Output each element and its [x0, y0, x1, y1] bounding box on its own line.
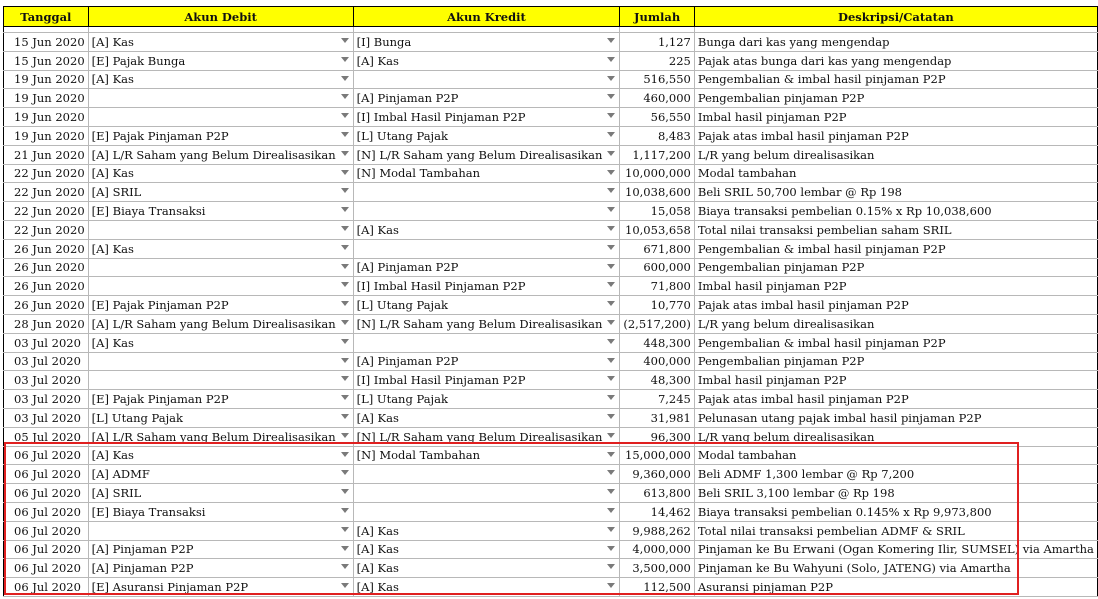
debit-account-select[interactable]: [88, 371, 353, 390]
amount-cell[interactable]: 613,800: [620, 484, 695, 503]
header-description[interactable]: Deskripsi/Catatan: [694, 7, 1097, 27]
amount-cell[interactable]: 10,038,600: [620, 183, 695, 202]
description-cell[interactable]: Biaya transaksi pembelian 0.145% x Rp 9,973,800: [694, 502, 1097, 521]
dropdown-arrow-icon[interactable]: [607, 188, 615, 193]
date-cell[interactable]: 15 Jun 2020: [4, 33, 89, 52]
debit-account-value: [A] Pinjaman P2P: [91, 542, 194, 557]
credit-account-value: [I] Bunga: [356, 34, 412, 49]
description-cell[interactable]: Beli SRIL 3,100 lembar @ Rp 198: [694, 484, 1097, 503]
header-debit[interactable]: Akun Debit: [88, 7, 353, 27]
dropdown-arrow-icon[interactable]: [607, 489, 615, 494]
debit-account-value: [A] L/R Saham yang Belum Direalisasikan: [91, 147, 336, 162]
table-row: [4, 108, 1098, 127]
date-cell[interactable]: 03 Jul 2020: [4, 408, 89, 427]
description-cell[interactable]: Total nilai transaksi pembelian saham SRIL: [694, 220, 1097, 239]
dropdown-arrow-icon[interactable]: [341, 38, 349, 43]
debit-account-select[interactable]: [88, 314, 353, 333]
dropdown-arrow-icon[interactable]: [607, 339, 615, 344]
description-cell[interactable]: Modal tambahan: [694, 164, 1097, 183]
date-cell[interactable]: 06 Jul 2020: [4, 502, 89, 521]
debit-account-value: [A] SRIL: [91, 185, 142, 200]
dropdown-arrow-icon[interactable]: [607, 508, 615, 513]
table-row: [4, 333, 1098, 352]
description-cell[interactable]: Bunga dari kas yang mengendap: [694, 33, 1097, 52]
table-row: [4, 239, 1098, 258]
credit-account-select[interactable]: [353, 51, 620, 70]
debit-account-value: [A] Kas: [91, 335, 134, 350]
debit-account-value: [E] Asuransi Pinjaman P2P: [91, 580, 249, 594]
date-cell[interactable]: 22 Jun 2020: [4, 202, 89, 221]
debit-account-value: [E] Pajak Pinjaman P2P: [91, 392, 229, 407]
dropdown-arrow-icon[interactable]: [341, 546, 349, 551]
table-row: [4, 484, 1098, 503]
description-cell[interactable]: Pajak atas bunga dari kas yang mengendap: [694, 51, 1097, 70]
dropdown-arrow-icon[interactable]: [607, 38, 615, 43]
date-cell[interactable]: 06 Jul 2020: [4, 521, 89, 540]
description-cell[interactable]: Pengembalian pinjaman P2P: [694, 352, 1097, 371]
date-cell[interactable]: 03 Jul 2020: [4, 352, 89, 371]
debit-account-value: [A] Kas: [91, 448, 134, 463]
date-cell[interactable]: 05 Jul 2020: [4, 427, 89, 446]
dropdown-arrow-icon[interactable]: [607, 94, 615, 99]
description-cell[interactable]: Biaya transaksi pembelian 0.15% x Rp 10,038,600: [694, 202, 1097, 221]
amount-cell[interactable]: 71,800: [620, 277, 695, 296]
credit-account-select[interactable]: [353, 164, 620, 183]
debit-account-select[interactable]: [88, 352, 353, 371]
debit-account-select[interactable]: [88, 333, 353, 352]
dropdown-arrow-icon[interactable]: [341, 564, 349, 569]
amount-cell[interactable]: 3,500,000: [620, 559, 695, 578]
credit-account-value: [A] Pinjaman P2P: [356, 91, 459, 106]
dropdown-arrow-icon[interactable]: [341, 414, 349, 419]
debit-account-value: [E] Pajak Bunga: [91, 53, 186, 68]
amount-cell[interactable]: 4,000,000: [620, 540, 695, 559]
amount-cell[interactable]: 8,483: [620, 126, 695, 145]
debit-account-value: [A] Kas: [91, 72, 134, 87]
debit-account-select[interactable]: [88, 540, 353, 559]
debit-account-select[interactable]: [88, 258, 353, 277]
amount-cell[interactable]: (2,517,200): [620, 314, 695, 333]
description-cell[interactable]: Pengembalian & imbal hasil pinjaman P2P: [694, 333, 1097, 352]
amount-cell[interactable]: 56,550: [620, 108, 695, 127]
description-cell[interactable]: Imbal hasil pinjaman P2P: [694, 277, 1097, 296]
credit-account-value: [A] Kas: [356, 222, 399, 237]
credit-account-select[interactable]: [353, 540, 620, 559]
amount-cell[interactable]: 48,300: [620, 371, 695, 390]
date-cell[interactable]: 19 Jun 2020: [4, 70, 89, 89]
table-row: [4, 521, 1098, 540]
date-cell[interactable]: 19 Jun 2020: [4, 89, 89, 108]
dropdown-arrow-icon[interactable]: [341, 226, 349, 231]
dropdown-arrow-icon[interactable]: [607, 376, 615, 381]
credit-account-value: [A] Pinjaman P2P: [356, 260, 459, 275]
debit-account-value: [A] Kas: [91, 241, 134, 256]
debit-account-value: [A] L/R Saham yang Belum Direalisasikan: [91, 316, 336, 331]
date-cell[interactable]: 26 Jun 2020: [4, 277, 89, 296]
debit-account-value: [A] Kas: [91, 34, 134, 49]
table-row: [4, 578, 1098, 597]
table-row: [4, 145, 1098, 164]
debit-account-value: [A] Kas: [91, 166, 134, 181]
description-cell[interactable]: Total nilai transaksi pembelian ADMF & SRIL: [694, 521, 1097, 540]
credit-account-value: [L] Utang Pajak: [356, 128, 448, 143]
description-cell[interactable]: Pajak atas imbal hasil pinjaman P2P: [694, 390, 1097, 409]
header-row: [4, 7, 1098, 27]
dropdown-arrow-icon[interactable]: [341, 113, 349, 118]
dropdown-arrow-icon[interactable]: [607, 57, 615, 62]
dropdown-arrow-icon[interactable]: [607, 433, 615, 438]
debit-account-value: [A] L/R Saham yang Belum Direalisasikan: [91, 429, 336, 444]
amount-cell[interactable]: 671,800: [620, 239, 695, 258]
table-row: [4, 390, 1098, 409]
debit-account-select[interactable]: [88, 521, 353, 540]
date-cell[interactable]: 22 Jun 2020: [4, 220, 89, 239]
dropdown-arrow-icon[interactable]: [607, 132, 615, 137]
debit-account-value: [E] Biaya Transaksi: [91, 504, 206, 519]
dropdown-arrow-icon[interactable]: [607, 414, 615, 419]
credit-account-select[interactable]: [353, 126, 620, 145]
date-cell[interactable]: 19 Jun 2020: [4, 126, 89, 145]
debit-account-select[interactable]: [88, 277, 353, 296]
date-cell[interactable]: 26 Jun 2020: [4, 296, 89, 315]
debit-account-value: [E] Pajak Pinjaman P2P: [91, 128, 229, 143]
description-cell[interactable]: Pajak atas imbal hasil pinjaman P2P: [694, 126, 1097, 145]
amount-cell[interactable]: 10,000,000: [620, 164, 695, 183]
date-cell[interactable]: 22 Jun 2020: [4, 183, 89, 202]
dropdown-arrow-icon[interactable]: [341, 583, 349, 588]
credit-account-select[interactable]: [353, 427, 620, 446]
table-row: [4, 427, 1098, 446]
dropdown-arrow-icon[interactable]: [607, 470, 615, 475]
description-cell[interactable]: Modal tambahan: [694, 446, 1097, 465]
credit-account-select[interactable]: [353, 183, 620, 202]
debit-account-select[interactable]: [88, 126, 353, 145]
dropdown-arrow-icon[interactable]: [341, 376, 349, 381]
dropdown-arrow-icon[interactable]: [341, 282, 349, 287]
debit-account-value: [A] ADMF: [91, 467, 150, 482]
table-row: [4, 446, 1098, 465]
credit-account-value: [I] Imbal Hasil Pinjaman P2P: [356, 373, 526, 388]
dropdown-arrow-icon[interactable]: [607, 546, 615, 551]
credit-account-select[interactable]: [353, 371, 620, 390]
credit-account-value: [A] Kas: [356, 53, 399, 68]
dropdown-arrow-icon[interactable]: [607, 76, 615, 81]
table-row: [4, 314, 1098, 333]
credit-account-value: [A] Pinjaman P2P: [356, 354, 459, 369]
dropdown-arrow-icon[interactable]: [607, 264, 615, 269]
debit-account-select[interactable]: [88, 502, 353, 521]
amount-cell[interactable]: 460,000: [620, 89, 695, 108]
description-cell[interactable]: Imbal hasil pinjaman P2P: [694, 371, 1097, 390]
dropdown-arrow-icon[interactable]: [341, 151, 349, 156]
dropdown-arrow-icon[interactable]: [607, 170, 615, 175]
credit-account-select[interactable]: [353, 521, 620, 540]
dropdown-arrow-icon[interactable]: [607, 301, 615, 306]
amount-cell[interactable]: 112,500: [620, 578, 695, 597]
dropdown-arrow-icon[interactable]: [341, 320, 349, 325]
description-cell[interactable]: L/R yang belum direalisasikan: [694, 314, 1097, 333]
dropdown-arrow-icon[interactable]: [341, 433, 349, 438]
credit-account-value: [N] L/R Saham yang Belum Direalisasikan: [356, 316, 603, 331]
amount-cell[interactable]: 15,058: [620, 202, 695, 221]
table-row: [4, 126, 1098, 145]
credit-account-select[interactable]: [353, 408, 620, 427]
debit-account-select[interactable]: [88, 239, 353, 258]
credit-account-select[interactable]: [353, 296, 620, 315]
credit-account-select[interactable]: [353, 33, 620, 52]
date-cell[interactable]: 06 Jul 2020: [4, 540, 89, 559]
date-cell[interactable]: 21 Jun 2020: [4, 145, 89, 164]
dropdown-arrow-icon[interactable]: [607, 113, 615, 118]
dropdown-arrow-icon[interactable]: [607, 207, 615, 212]
dropdown-arrow-icon[interactable]: [341, 170, 349, 175]
debit-account-value: [E] Biaya Transaksi: [91, 204, 206, 219]
dropdown-arrow-icon[interactable]: [341, 395, 349, 400]
dropdown-arrow-icon[interactable]: [607, 282, 615, 287]
debit-account-select[interactable]: [88, 446, 353, 465]
dropdown-arrow-icon[interactable]: [341, 339, 349, 344]
dropdown-arrow-icon[interactable]: [607, 245, 615, 250]
table-row: [4, 371, 1098, 390]
credit-account-value: [A] Kas: [356, 523, 399, 538]
description-cell[interactable]: Pinjaman ke Bu Wahyuni (Solo, JATENG) via Amartha: [694, 559, 1097, 578]
date-cell[interactable]: 06 Jul 2020: [4, 484, 89, 503]
amount-cell[interactable]: 10,053,658: [620, 220, 695, 239]
description-cell[interactable]: Pinjaman ke Bu Erwani (Ogan Komering Ilir, SUMSEL) via Amartha: [694, 540, 1097, 559]
table-row: [4, 408, 1098, 427]
credit-account-select[interactable]: [353, 220, 620, 239]
credit-account-value: [N] Modal Tambahan: [356, 448, 480, 463]
dropdown-arrow-icon[interactable]: [341, 76, 349, 81]
description-cell[interactable]: Pengembalian & imbal hasil pinjaman P2P: [694, 70, 1097, 89]
dropdown-arrow-icon[interactable]: [341, 470, 349, 475]
amount-cell[interactable]: 9,360,000: [620, 465, 695, 484]
credit-account-value: [N] L/R Saham yang Belum Direalisasikan: [356, 429, 603, 444]
dropdown-arrow-icon[interactable]: [607, 358, 615, 363]
journal-table: [3, 6, 1098, 597]
credit-account-value: [I] Imbal Hasil Pinjaman P2P: [356, 110, 526, 125]
credit-account-select[interactable]: [353, 258, 620, 277]
debit-account-value: [A] SRIL: [91, 486, 142, 501]
amount-cell[interactable]: 600,000: [620, 258, 695, 277]
amount-cell[interactable]: 10,770: [620, 296, 695, 315]
credit-account-select[interactable]: [353, 390, 620, 409]
debit-account-select[interactable]: [88, 183, 353, 202]
debit-account-value: [E] Pajak Pinjaman P2P: [91, 298, 229, 313]
credit-account-select[interactable]: [353, 352, 620, 371]
credit-account-select[interactable]: [353, 89, 620, 108]
dropdown-arrow-icon[interactable]: [341, 264, 349, 269]
date-cell[interactable]: 26 Jun 2020: [4, 258, 89, 277]
date-cell[interactable]: 06 Jul 2020: [4, 446, 89, 465]
debit-account-select[interactable]: [88, 70, 353, 89]
dropdown-arrow-icon[interactable]: [607, 320, 615, 325]
credit-account-select[interactable]: [353, 314, 620, 333]
dropdown-arrow-icon[interactable]: [341, 452, 349, 457]
description-cell[interactable]: Pelunasan utang pajak imbal hasil pinjaman P2P: [694, 408, 1097, 427]
credit-account-select[interactable]: [353, 484, 620, 503]
dropdown-arrow-icon[interactable]: [341, 188, 349, 193]
amount-cell[interactable]: 7,245: [620, 390, 695, 409]
amount-cell[interactable]: 1,117,200: [620, 145, 695, 164]
table-row: [4, 559, 1098, 578]
description-cell[interactable]: Pengembalian pinjaman P2P: [694, 89, 1097, 108]
debit-account-select[interactable]: [88, 465, 353, 484]
date-cell[interactable]: 03 Jul 2020: [4, 371, 89, 390]
credit-account-value: [N] L/R Saham yang Belum Direalisasikan: [356, 147, 603, 162]
debit-account-select[interactable]: [88, 108, 353, 127]
table-row: [4, 70, 1098, 89]
date-cell[interactable]: 06 Jul 2020: [4, 578, 89, 597]
date-cell[interactable]: 22 Jun 2020: [4, 164, 89, 183]
table-row: [4, 164, 1098, 183]
amount-cell[interactable]: 448,300: [620, 333, 695, 352]
debit-account-select[interactable]: [88, 408, 353, 427]
date-cell[interactable]: 28 Jun 2020: [4, 314, 89, 333]
debit-account-select[interactable]: [88, 164, 353, 183]
description-cell[interactable]: Beli ADMF 1,300 lembar @ Rp 7,200: [694, 465, 1097, 484]
header-date[interactable]: Tanggal: [4, 7, 89, 27]
debit-account-select[interactable]: [88, 51, 353, 70]
description-cell[interactable]: Beli SRIL 50,700 lembar @ Rp 198: [694, 183, 1097, 202]
table-row: [4, 352, 1098, 371]
date-cell[interactable]: 06 Jul 2020: [4, 559, 89, 578]
dropdown-arrow-icon[interactable]: [341, 132, 349, 137]
header-amount[interactable]: Jumlah: [620, 7, 695, 27]
dropdown-arrow-icon[interactable]: [341, 207, 349, 212]
table-row: [4, 202, 1098, 221]
date-cell[interactable]: 19 Jun 2020: [4, 108, 89, 127]
table-row: [4, 183, 1098, 202]
date-cell[interactable]: 06 Jul 2020: [4, 465, 89, 484]
date-cell[interactable]: 03 Jul 2020: [4, 390, 89, 409]
credit-account-select[interactable]: [353, 578, 620, 597]
debit-account-select[interactable]: [88, 390, 353, 409]
amount-cell[interactable]: 9,988,262: [620, 521, 695, 540]
credit-account-value: [A] Kas: [356, 580, 399, 594]
dropdown-arrow-icon[interactable]: [341, 245, 349, 250]
debit-account-select[interactable]: [88, 33, 353, 52]
credit-account-select[interactable]: [353, 70, 620, 89]
amount-cell[interactable]: 31,981: [620, 408, 695, 427]
date-cell[interactable]: 15 Jun 2020: [4, 51, 89, 70]
dropdown-arrow-icon[interactable]: [341, 57, 349, 62]
debit-account-value: [L] Utang Pajak: [91, 410, 183, 425]
dropdown-arrow-icon[interactable]: [607, 395, 615, 400]
debit-account-select[interactable]: [88, 202, 353, 221]
credit-account-select[interactable]: [353, 239, 620, 258]
credit-account-select[interactable]: [353, 145, 620, 164]
table-row: [4, 51, 1098, 70]
dropdown-arrow-icon[interactable]: [341, 94, 349, 99]
dropdown-arrow-icon[interactable]: [341, 527, 349, 532]
amount-cell[interactable]: 14,462: [620, 502, 695, 521]
debit-account-select[interactable]: [88, 427, 353, 446]
credit-account-value: [A] Kas: [356, 542, 399, 557]
header-credit[interactable]: Akun Kredit: [353, 7, 620, 27]
amount-cell[interactable]: 15,000,000: [620, 446, 695, 465]
debit-account-select[interactable]: [88, 145, 353, 164]
credit-account-select[interactable]: [353, 277, 620, 296]
table-row: [4, 277, 1098, 296]
credit-account-value: [L] Utang Pajak: [356, 298, 448, 313]
debit-account-select[interactable]: [88, 220, 353, 239]
dropdown-arrow-icon[interactable]: [607, 583, 615, 588]
debit-account-select[interactable]: [88, 296, 353, 315]
table-row: [4, 465, 1098, 484]
description-cell[interactable]: Pengembalian pinjaman P2P: [694, 258, 1097, 277]
table-row: [4, 502, 1098, 521]
dropdown-arrow-icon[interactable]: [607, 564, 615, 569]
credit-account-select[interactable]: [353, 446, 620, 465]
credit-account-select[interactable]: [353, 465, 620, 484]
amount-cell[interactable]: 96,300: [620, 427, 695, 446]
amount-cell[interactable]: 400,000: [620, 352, 695, 371]
credit-account-value: [A] Kas: [356, 410, 399, 425]
table-row: [4, 296, 1098, 315]
dropdown-arrow-icon[interactable]: [607, 452, 615, 457]
table-row: [4, 540, 1098, 559]
table-row: [4, 33, 1098, 52]
credit-account-select[interactable]: [353, 108, 620, 127]
credit-account-select[interactable]: [353, 333, 620, 352]
date-cell[interactable]: 26 Jun 2020: [4, 239, 89, 258]
credit-account-select[interactable]: [353, 559, 620, 578]
description-cell[interactable]: L/R yang belum direalisasikan: [694, 145, 1097, 164]
dropdown-arrow-icon[interactable]: [607, 527, 615, 532]
debit-account-select[interactable]: [88, 89, 353, 108]
description-cell[interactable]: Pengembalian & imbal hasil pinjaman P2P: [694, 239, 1097, 258]
debit-account-value: [A] Pinjaman P2P: [91, 561, 194, 576]
amount-cell[interactable]: 225: [620, 51, 695, 70]
credit-account-select[interactable]: [353, 502, 620, 521]
table-row: [4, 220, 1098, 239]
dropdown-arrow-icon[interactable]: [341, 301, 349, 306]
description-cell[interactable]: Asuransi pinjaman P2P: [694, 578, 1097, 597]
description-cell[interactable]: Imbal hasil pinjaman P2P: [694, 108, 1097, 127]
amount-cell[interactable]: 1,127: [620, 33, 695, 52]
date-cell[interactable]: 03 Jul 2020: [4, 333, 89, 352]
dropdown-arrow-icon[interactable]: [607, 151, 615, 156]
credit-account-value: [N] Modal Tambahan: [356, 166, 480, 181]
credit-account-select[interactable]: [353, 202, 620, 221]
dropdown-arrow-icon[interactable]: [341, 489, 349, 494]
dropdown-arrow-icon[interactable]: [341, 358, 349, 363]
table-row: [4, 258, 1098, 277]
credit-account-value: [A] Kas: [356, 561, 399, 576]
dropdown-arrow-icon[interactable]: [607, 226, 615, 231]
dropdown-arrow-icon[interactable]: [341, 508, 349, 513]
credit-account-value: [L] Utang Pajak: [356, 392, 448, 407]
description-cell[interactable]: L/R yang belum direalisasikan: [694, 427, 1097, 446]
amount-cell[interactable]: 516,550: [620, 70, 695, 89]
table-row: [4, 89, 1098, 108]
credit-account-value: [I] Imbal Hasil Pinjaman P2P: [356, 279, 526, 294]
description-cell[interactable]: Pajak atas imbal hasil pinjaman P2P: [694, 296, 1097, 315]
debit-account-select[interactable]: [88, 559, 353, 578]
debit-account-select[interactable]: [88, 578, 353, 597]
debit-account-select[interactable]: [88, 484, 353, 503]
